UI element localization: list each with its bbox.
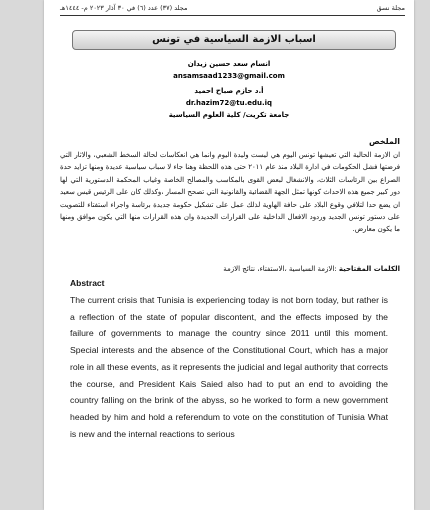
author1-name: انسام سعد حسين زيدان: [187, 60, 271, 68]
keywords: [223, 265, 400, 273]
author2-name: أ.د حازم صباح احميد: [194, 87, 264, 95]
abstract-en-text: The current crisis that Tunisia is experiencing today is not born today, but rather is a reflection of the state of popular discontent, and the effects imposed by the failure of governments to manage the country since 2011 until this moment. Special interests and the absence of the Constitutional Court, which has a major role in all these events, as it represents the judicial and legal authority that corrects the course, and President Kais Saied also had to put an end to avoiding the country falling on the brink of the abyss, so he worked to form a new government headed by him and hold a referendum to vote on the constitution of Tunisia What is new and the internal reactions to serious: [70, 295, 388, 439]
author2-email: dr.hazim72@tu.edu.iq: [185, 99, 273, 107]
running-header: [60, 2, 405, 16]
abstract-en-heading: Abstract: [70, 278, 105, 288]
keywords-label: الكلمات المفتاحية: [338, 265, 400, 273]
journal-name: مجلة نسق: [376, 4, 405, 12]
article-title: اسباب الازمة السياسية في تونس: [152, 34, 316, 45]
keywords-text: :الازمة السياسية ،الاستفتاء، نتائج الازمة: [223, 265, 339, 273]
author1-email: ansamsaad1233@gmail.com: [173, 72, 285, 80]
abstract-ar-text: ان الازمة الحالية التي تعيشها تونس اليوم هي ليست وليدة اليوم وانما هي انعكاسات لحالة السخط الشعبي، والاثار التي فرضتها فشل الحكومات في ادارة البلاد منذ عام ٢٠١١ حتى هذه اللحظة وهنا جاء لا سباب سياسية عديدة ومنها تزايد حدة الصراع بين الرئاسات الثلاث، والانشغال لبعض القوى بالمكاسب والمصالح الخاصة وغياب المحكمة الدستورية التي لها دور كبير جميع هذه الاحداث كونها تمثل الجهة القضائية والقانونية التي تصحح المسار ،وكذلك كان على الرئيس قيس سعيد ان يضع حدا لتلافي وقوع البلاد على حافة الهاوية لذلك عمل على تشكيل حكومة جديدة برئاسة واجراء استفتاء للتصويت على دستور تونس الجديد وردود الافعال الداخلية على القرارات الجديدة وان هذه القرارات منها التي يكون موافق ومنها ما يكون معارض.: [60, 151, 400, 234]
journal-page: [44, 0, 414, 510]
article-title-box: [72, 30, 396, 50]
author-affiliation: جامعة تكريت/ كلية العلوم السياسية: [168, 111, 290, 119]
issue-info: مجلد (٣٧) عدد (٦) في ٣٠ آذار ٢٠٢٣ م- ١٤٤٤هـ: [60, 4, 188, 12]
abstract-ar-heading: الملخص: [368, 137, 400, 146]
